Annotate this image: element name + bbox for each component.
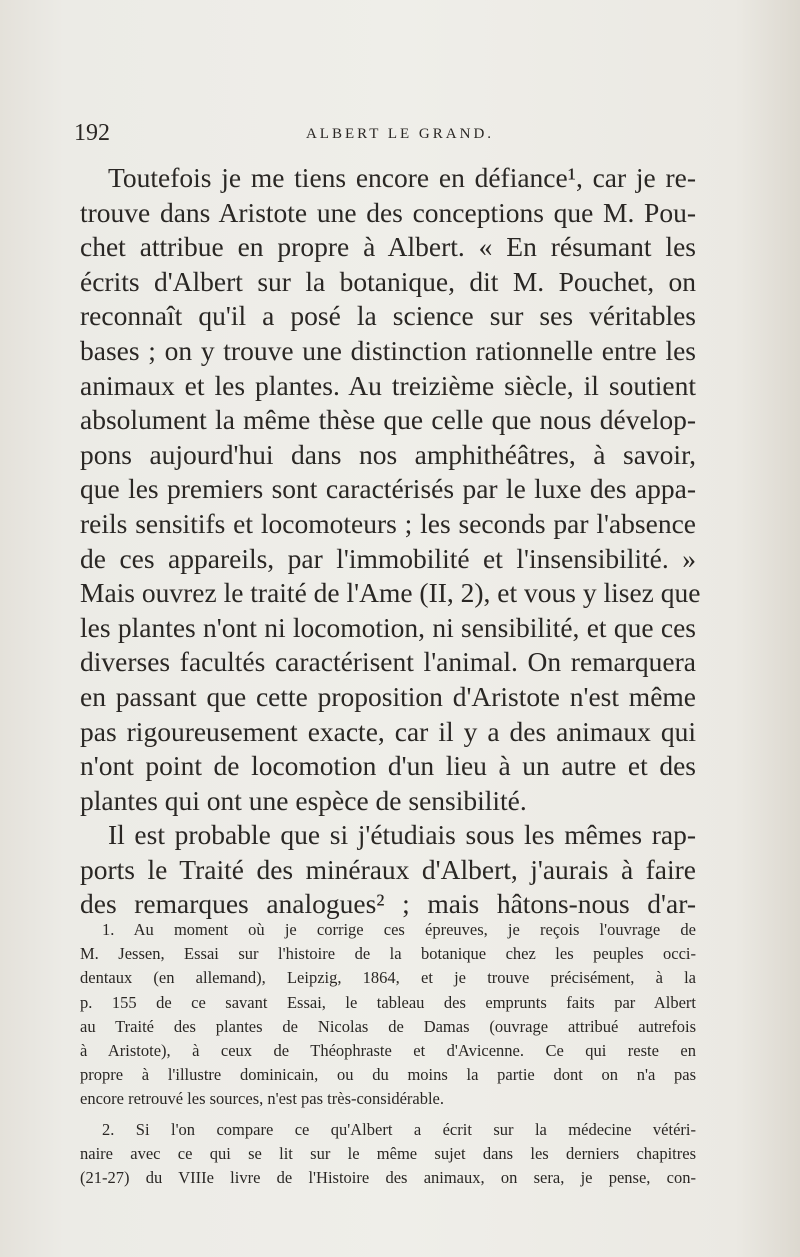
text-line: Mais ouvrez le traité de l'Ame (II, 2), et vous y lisez que [80,577,701,609]
footnote-line: 2. Si l'on compare ce qu'Albert a écrit sur la médecine vétéri- [102,1119,696,1139]
text-line: reconnaît qu'il a posé la science sur ses véritables [80,300,696,332]
footnotes [80,918,696,1190]
footnote-line: 1. Au moment où je corrige ces épreuves, je reçois l'ouvrage de [102,920,696,939]
text-line: chet attribue en propre à Albert. « En résumant les [80,231,696,263]
footnote-line: dentaux (en allemand), Leipzig, 1864, et je trouve précisément, à la [80,968,696,988]
text-line: des remarques analogues² ; mais hâtons-nous d'ar- [80,888,696,920]
text-line: plantes qui ont une espèce de sensibilité. [80,784,527,816]
text-line: Toutefois je me tiens encore en défiance¹, car je re- [108,162,696,193]
footnote-line: encore retrouvé les sources, n'est pas très-considérable. [80,1089,444,1109]
text-line: écrits d'Albert sur la botanique, dit M. Pouchet, on [80,265,696,297]
page-number: 192 [74,120,110,146]
footnote-line: au Traité des plantes de Nicolas de Damas (ouvrage attribué autrefois [80,1016,696,1036]
text-line: que les premiers sont caractérisés par le luxe des appa- [80,473,696,505]
footnote-line: à Aristote), à ceux de Théophraste et d'Avicenne. Ce qui reste en [80,1040,696,1060]
text-line: de ces appareils, par l'immobilité et l'insensibilité. » [80,542,696,574]
text-line: Il est probable que si j'étudiais sous les mêmes rap- [108,819,696,851]
footnote-line: (21-27) du VIIIe livre de l'Histoire des animaux, on sera, je pense, con- [80,1167,696,1187]
text-line: pons aujourd'hui dans nos amphithéâtres, à savoir, [80,438,696,470]
text-line: diverses facultés caractérisent l'animal. On remarquera [80,646,696,678]
footnote-line: propre à l'illustre dominicain, ou du moins la partie dont on n'a pas [80,1065,696,1085]
text-line: absolument la même thèse que celle que nous dévelop- [80,404,696,436]
running-title: ALBERT LE GRAND. [305,126,495,142]
text-line: n'ont point de locomotion d'un lieu à un autre et des [80,750,696,782]
footnote-line: naire avec ce qui se lit sur le même sujet dans les derniers chapitres [80,1143,696,1163]
text-line: bases ; on y trouve une distinction rationnelle entre les [80,334,696,366]
text-line: reils sensitifs et locomoteurs ; les seconds par l'absence [80,507,696,539]
footnote-line: p. 155 de ce savant Essai, le tableau des emprunts faits par Albert [80,992,696,1012]
text-line: animaux et les plantes. Au treizième siècle, il soutient [80,369,696,401]
text-line: trouve dans Aristote une des conceptions que M. Pou- [80,196,696,228]
text-line: pas rigoureusement exacte, car il y a des animaux qui [80,715,696,747]
text-line: en passant que cette proposition d'Aristote n'est même [80,680,696,712]
text-line: les plantes n'ont ni locomotion, ni sensibilité, et que ces [80,611,696,643]
text-line: ports le Traité des minéraux d'Albert, j'aurais à faire [80,853,696,885]
footnote-line: M. Jessen, Essai sur l'histoire de la botanique chez les peuples occi- [80,944,696,964]
page-header [70,120,690,150]
body-text [80,161,701,922]
